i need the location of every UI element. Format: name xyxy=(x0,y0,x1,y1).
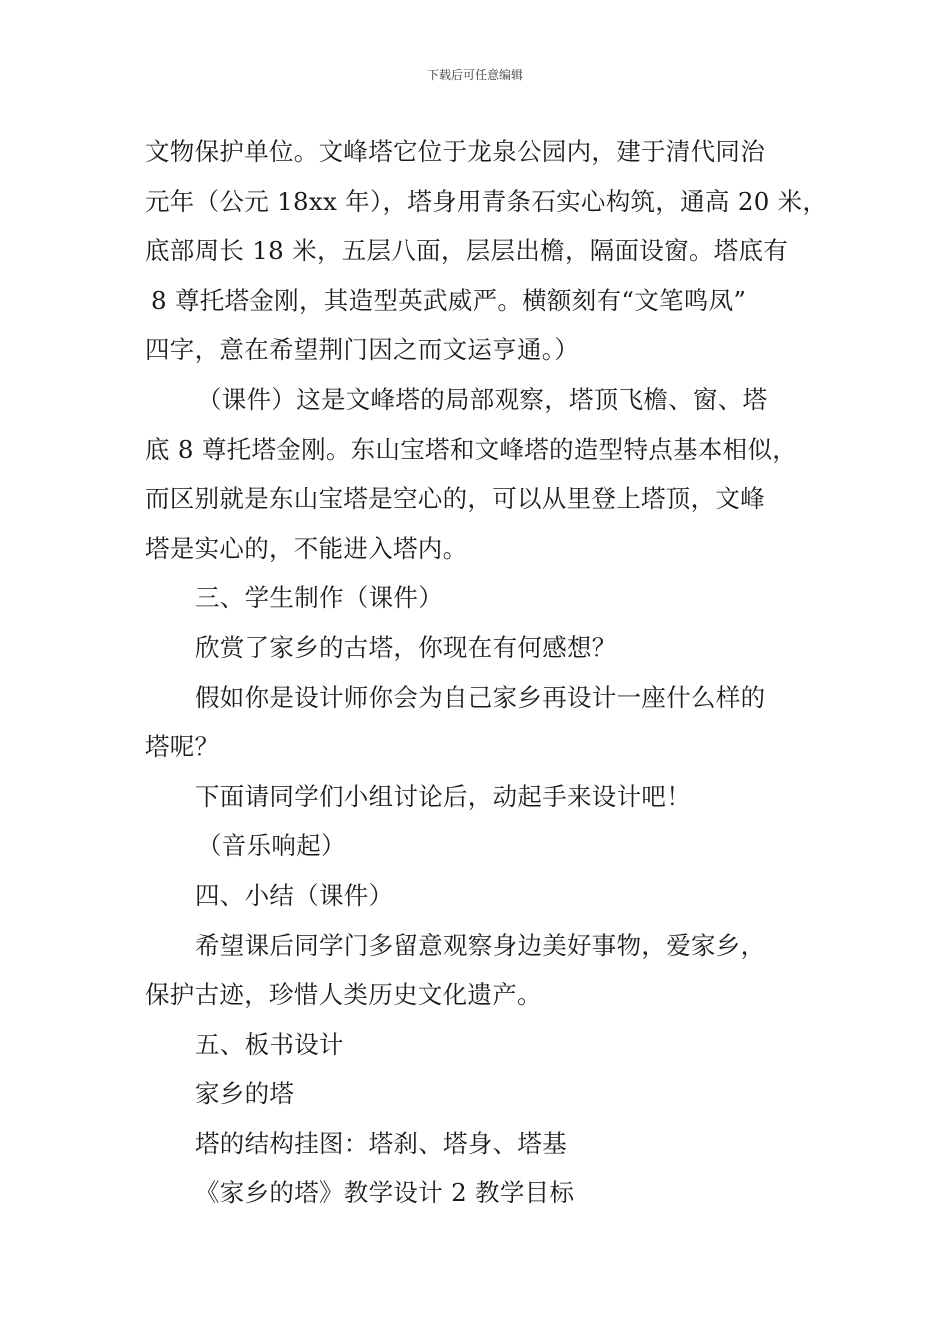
board-title: 家乡的塔 xyxy=(195,1079,295,1109)
board-structure: 塔的结构挂图：塔刹、塔身、塔基 xyxy=(195,1128,567,1158)
paragraph-start: （音乐响起） xyxy=(197,831,346,861)
section-heading-5: 五、板书设计 xyxy=(195,1029,344,1059)
text-line: 保护古迹，珍惜人类历史文化遗产。 xyxy=(145,980,542,1010)
text-line: 四字，意在希望荆门因之而文运亨通。） xyxy=(145,335,580,365)
text-line: 而区别就是东山宝塔是空心的，可以从里登上塔顶，文峰 xyxy=(145,484,765,514)
text-line: 底部周长 18 米，五层八面，层层出檐，隔面设窗。塔底有 xyxy=(145,236,789,266)
text-line: 底 8 尊托塔金刚。东山宝塔和文峰塔的造型特点基本相似， xyxy=(145,434,798,464)
text-line: 元年（公元 18xx 年），塔身用青条石实心构筑，通高 20 米， xyxy=(145,186,828,216)
next-section-title: 《家乡的塔》教学设计 2 教学目标 xyxy=(195,1178,575,1208)
section-heading-3: 三、学生制作（课件） xyxy=(195,583,443,613)
text-line: 文物保护单位。文峰塔它位于龙泉公园内，建于清代同治 xyxy=(145,137,765,166)
text-line: 塔是实心的，不能进入塔内。 xyxy=(145,533,468,563)
paragraph-start: 希望课后同学门多留意观察身边美好事物，爱家乡， xyxy=(195,930,766,960)
section-heading-4: 四、小结（课件） xyxy=(195,880,394,910)
document-body xyxy=(145,127,828,1218)
page-header: 下载后可任意编辑 xyxy=(426,68,523,82)
paragraph-start: （课件）这是文峰塔的局部观察，塔顶飞檐、窗、塔 xyxy=(197,384,768,414)
paragraph-start: 下面请同学们小组讨论后，动起手来设计吧！ xyxy=(195,781,691,811)
text-line: 塔呢？ xyxy=(145,732,220,762)
text-line: 8 尊托塔金刚，其造型英武威严。横额刻有“文笔鸣凤” xyxy=(151,285,747,315)
paragraph-start: 假如你是设计师你会为自己家乡再设计一座什么样的 xyxy=(195,682,766,712)
paragraph-start: 欣赏了家乡的古塔，你现在有何感想？ xyxy=(195,632,617,662)
